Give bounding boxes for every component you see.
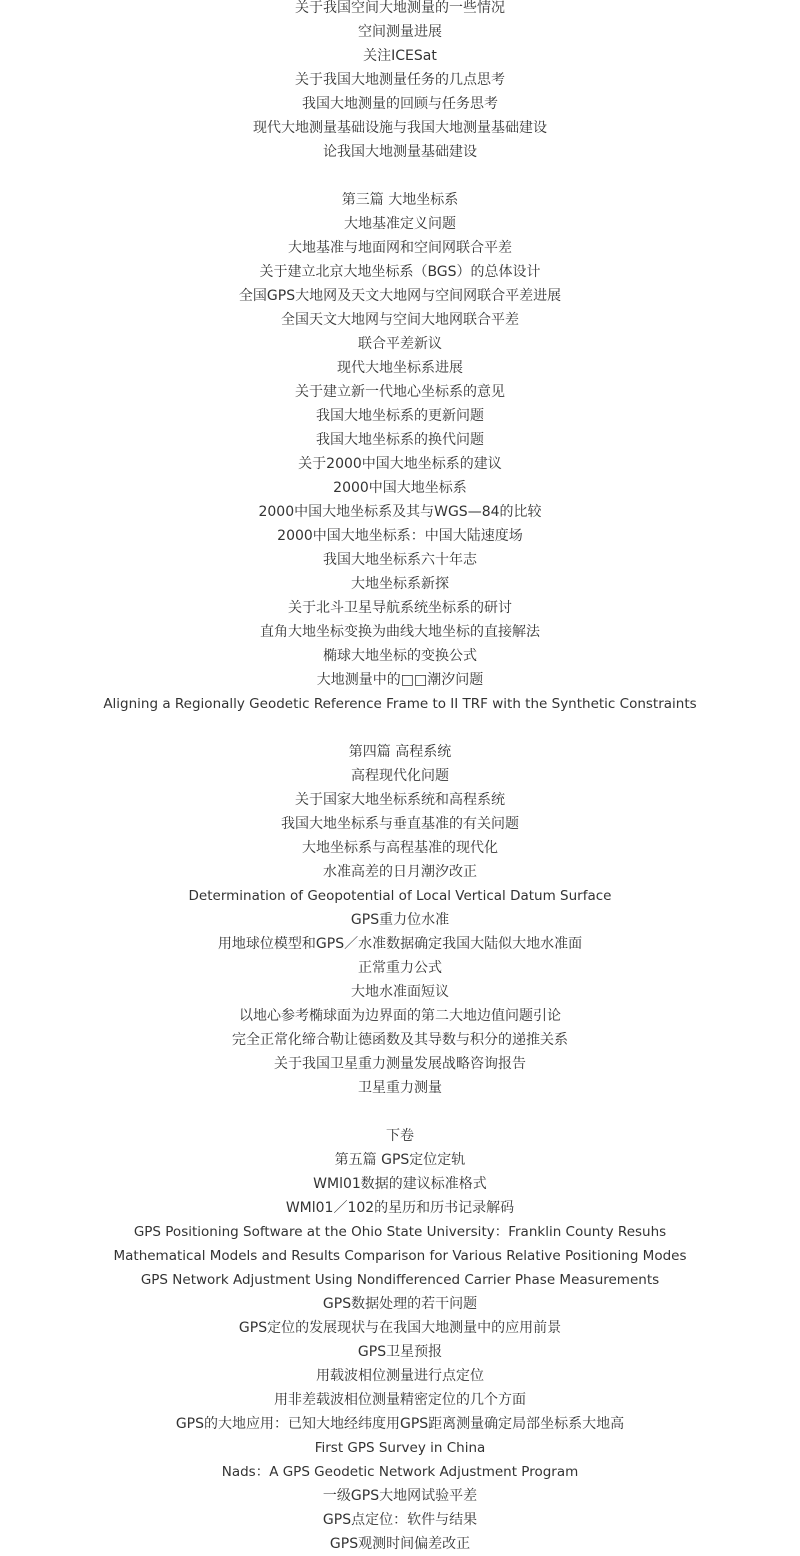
toc-item: 空间测量进展: [358, 24, 442, 40]
toc-item: 大地测量中的□□潮汐问题: [316, 672, 484, 688]
toc-item: 联合平差新议: [358, 336, 442, 352]
toc-item: 以地心参考椭球面为边界面的第二大地边值问题引论: [239, 1008, 561, 1024]
toc-group: [0, 740, 800, 1100]
toc-item: 正常重力公式: [358, 960, 442, 976]
toc-item: 2000中国大地坐标系及其与WGS—84的比较: [258, 504, 542, 520]
toc-item: 关于2000中国大地坐标系的建议: [298, 456, 502, 472]
toc-item: 关于我国卫星重力测量发展战略咨询报告: [274, 1056, 526, 1072]
toc-item: 关于国家大地坐标系统和高程系统: [295, 792, 505, 808]
toc-item: WMl01／102的星历和历书记录解码: [285, 1200, 515, 1216]
toc-item: 用非差载波相位测量精密定位的几个方面: [274, 1392, 526, 1408]
toc-item: 关于北斗卫星导航系统坐标系的研讨: [288, 600, 512, 616]
toc-item: 2000中国大地坐标系: [333, 480, 467, 496]
toc-item: 关于我国空间大地测量的一些情况: [295, 0, 505, 16]
toc-item: GPS定位的发展现状与在我国大地测量中的应用前景: [238, 1320, 562, 1336]
toc-item: First GPS Survey in China: [314, 1440, 486, 1456]
toc-item: 用地球位模型和GPS／水准数据确定我国大陆似大地水准面: [217, 936, 583, 952]
toc-item: 全国GPS大地网及天文大地网与空间网联合平差进展: [238, 288, 562, 304]
toc-item: 水准高差的日月潮汐改正: [323, 864, 477, 880]
toc-group: [0, 0, 800, 164]
toc-item: 用载波相位测量进行点定位: [316, 1368, 484, 1384]
toc-item: GPS的大地应用：已知大地经纬度用GPS距离测量确定局部坐标系大地高: [175, 1416, 625, 1432]
toc-item: 论我国大地测量基础建设: [323, 144, 477, 160]
section-heading: 第三篇 大地坐标系: [341, 192, 459, 208]
toc-item: 我国大地测量的回顾与任务思考: [302, 96, 498, 112]
toc-item: 关于我国大地测量任务的几点思考: [295, 72, 505, 88]
toc-item: 全国天文大地网与空间大地网联合平差: [281, 312, 519, 328]
toc-item: Aligning a Regionally Geodetic Reference Frame to II TRF with the Synthetic Constraints: [103, 696, 697, 712]
toc-item: Mathematical Models and Results Comparison for Various Relative Positioning Modes: [113, 1248, 687, 1264]
toc-item: GPS点定位：软件与结果: [322, 1512, 478, 1528]
toc-item: 关于建立北京大地坐标系（BGS）的总体设计: [259, 264, 541, 280]
toc-item: GPS Network Adjustment Using Nondifferenced Carrier Phase Measurements: [140, 1272, 660, 1288]
toc-item: GPS数据处理的若干问题: [322, 1296, 478, 1312]
volume-heading: 下卷: [386, 1128, 414, 1144]
toc-item: GPS Positioning Software at the Ohio State University：Franklin County Resuhs: [133, 1224, 667, 1240]
toc-item: 我国大地坐标系六十年志: [323, 552, 477, 568]
toc-item: 2000中国大地坐标系：中国大陆速度场: [277, 528, 523, 544]
toc-item: 我国大地坐标系与垂直基准的有关问题: [281, 816, 519, 832]
section-spacer: [0, 716, 800, 740]
toc-item: 椭球大地坐标的变换公式: [323, 648, 477, 664]
toc-item: GPS卫星预报: [357, 1344, 443, 1360]
toc-item: 高程现代化问题: [351, 768, 449, 784]
section-heading: 第四篇 高程系统: [348, 744, 452, 760]
toc-item: 大地坐标系新探: [351, 576, 449, 592]
toc-item: 大地坐标系与高程基准的现代化: [302, 840, 498, 856]
toc-item: GPS重力位水准: [350, 912, 450, 928]
toc-item: 大地基准定义问题: [344, 216, 456, 232]
toc-item: 完全正常化缔合勒让德函数及其导数与积分的递推关系: [232, 1032, 568, 1048]
toc-item: 我国大地坐标系的更新问题: [316, 408, 484, 424]
toc-item: 大地基准与地面网和空间网联合平差: [288, 240, 512, 256]
toc-item: 大地水准面短议: [351, 984, 449, 1000]
toc-group: [0, 1124, 800, 1556]
toc-item: 关注ICESat: [363, 48, 437, 64]
toc-item: 直角大地坐标变换为曲线大地坐标的直接解法: [260, 624, 540, 640]
section-spacer: [0, 1100, 800, 1124]
toc-item: 我国大地坐标系的换代问题: [316, 432, 484, 448]
toc-item: Determination of Geopotential of Local Vertical Datum Surface: [188, 888, 612, 904]
toc-item: 卫星重力测量: [358, 1080, 442, 1096]
toc-item: Nads：A GPS Geodetic Network Adjustment Program: [221, 1464, 579, 1480]
section-heading: 第五篇 GPS定位定轨: [334, 1152, 466, 1168]
toc-item: 关于建立新一代地心坐标系的意见: [295, 384, 505, 400]
toc-item: 现代大地坐标系进展: [337, 360, 463, 376]
section-spacer: [0, 164, 800, 188]
toc-item: WMl01数据的建议标准格式: [313, 1176, 487, 1192]
toc-item: GPS观测时间偏差改正: [329, 1536, 471, 1552]
toc-item: 现代大地测量基础设施与我国大地测量基础建设: [253, 120, 547, 136]
toc-item: 一级GPS大地网试验平差: [322, 1488, 478, 1504]
toc-group: [0, 188, 800, 716]
